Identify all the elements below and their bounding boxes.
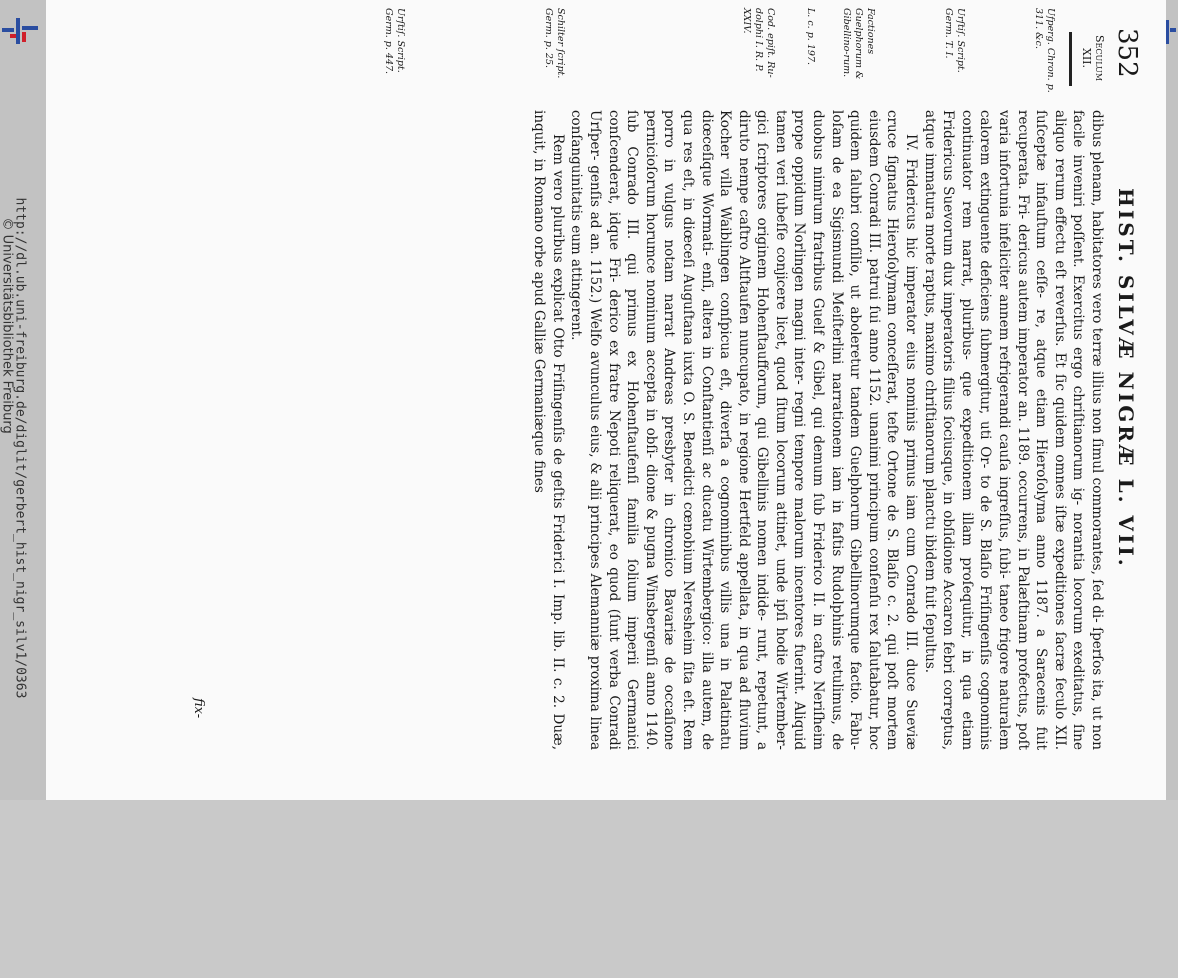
ub-freiburg-logo-icon [1166, 20, 1176, 46]
paragraph: dibus plenam, habitatores vero terræ illius non ſimul commorantes, ſed di- ſperſos ita, ut non facile inveniri poſſent. Exercitus ergo chriſtianorum ig- norantia locorum exeditatus, ſine aliquo rerum effectu eſt reverſus. Et ſic quidem omnes iſtæ expeditiones ſacræ ſeculo XII. ſuſceptæ infauſtum ceſſe- re, atque etiam Hieroſolyma anno 1187. a Saracenis fuit recuperata. Fri- dericus autem imperator an. 1189. occurrens, in Palæſtinam profectus, poſt varia infortunia infeliciter annem refrigerandi cauſa ingreſſus, ſubi- taneo frigore naturalem calorem extinguente deficiens ſubmergitur, uti Or- to de S. Blaſio Friſingenſis cognominis continuator rem narrat, pluribus- que expeditionem illam proſequitur, in qua etiam Fridericus Suevorum dux imperatoris filius ſociusque, in obſidione Accaron febri correptus, atque immatura morte raptus, maximo chriſtianorum planctu ibidem fuit ſepultus. [921, 110, 1105, 750]
page-header [1106, 8, 1146, 708]
sidenote: Factiones Guelphorum & Gibellino-rum. [841, 8, 876, 80]
page-url: http://dl.ub.uni-freiburg.de/diglit/gerbert_hist_nigr_silv1/0363 [12, 197, 28, 699]
page-number: 352 [1112, 28, 1142, 78]
running-title: HIST. SILVÆ NIGRÆ L. VII. [1114, 188, 1138, 569]
sidenote: Schilter ſcript. Germ. p. 25. [543, 8, 566, 79]
seculum-label: Seculum XII. [1080, 34, 1106, 82]
sidenote: Urſtiſ. Script. Germ. p. 447. [383, 8, 406, 75]
rotated-page-content [86, 8, 1146, 788]
viewer-left-strip [0, 0, 46, 800]
paragraph: Rem vero pluribus explicat Otto Friſingenſis de geſtis Friderici I. Imp. lib. II. c. 2. Duæ, inquit, in Romano orbe apud Galliæ Germaniæque fines [531, 110, 566, 750]
viewer-right-strip [1166, 0, 1178, 800]
seculum-rule [1069, 32, 1072, 86]
main-text [530, 110, 1106, 750]
copyright-notice: © Universitätsbibliothek Freiburg [0, 217, 15, 434]
sidenote: L. c. p. 197. [805, 8, 816, 65]
catchword: fix- [191, 698, 206, 719]
paragraph: IV. Fridericus hic imperator eius nominis primus iam cum Conrado III. duce Sueviæ cruce ſignatus Hieroſolymam conceſſerat, teſte Ortone de S. Blaſio c. 2. qui poſt mortem eiusdem Conradi III. patrui ſui anno 1152. unanimi principum conſenſu rex ſalutabatur, hoc quidem ſalubri conſilio, ut aboleretur tandem Guelphorum Gibellinorumque factio. Fabu- loſam de ea Sigismundi Meiſterlini narrationem iam in faſtis Rudolphinis retulimus, de duobus nimirum fratribus Guelf & Gibel, qui demum ſub Friderico II. in caſtro Neriſheim prope oppidum Norlingen magni inter- regni tempore malorum incentores fuerint. Aliquid tamen veri ſubeſſe conjicere licet, quod ſitum locorum attinet, unde ipſi hodie Wirtember- gici ſcriptores originem Hohenſtaufforum, qui Gibellinis nomen indide- runt, repetunt, a diruto nempe caſtro Altſtaufen nuncupato, in regione Hertfeld appellata, in qua ad fluvium Kocher villa Waiblingen conſpicua eſt, diverſa a cognominibus villis una in Palatinatu diœceſique Wormati- enſi, altera in Conſtantienſi ac ducatu Wirtembergico: illa autem, de qua res eſt, in diœceſi Auguſtana iuxta O. S. Benedicti cœnobium Neresheim ſita eſt. Rem porro in vulgus notam narrat Andreas presbyter in chronico Bavariæ de occaſione pernicioſorum horumce nominum accepta in obſi- dione & pugna Winsbergenſi anno 1140. ſub Conrado III. qui primus ex Hohenſtaufenſi familia ſolium imperii Germanici conſcenderat, idque Fri- derico ex fratre Nepoti reliquerat, eo quod (ſunt verba Conradi Urſper- genſis ad an. 1152.) Welfo avunculus eius, & alii principes Alemanniæ proxima linea conſanguinitatis eum attingerent. [568, 110, 920, 750]
sidenote: Cod. epiſt. Ru-dolphi I. R. P. XXIV. [741, 8, 776, 78]
scanned-book-page [46, 0, 1166, 800]
sidenote: Ufperg. Chron. p. 311. &c. [1033, 8, 1056, 93]
sidenote: Urſtiſ. Script. Germ. T. I. [943, 8, 966, 73]
ub-freiburg-logo-icon [2, 18, 42, 46]
